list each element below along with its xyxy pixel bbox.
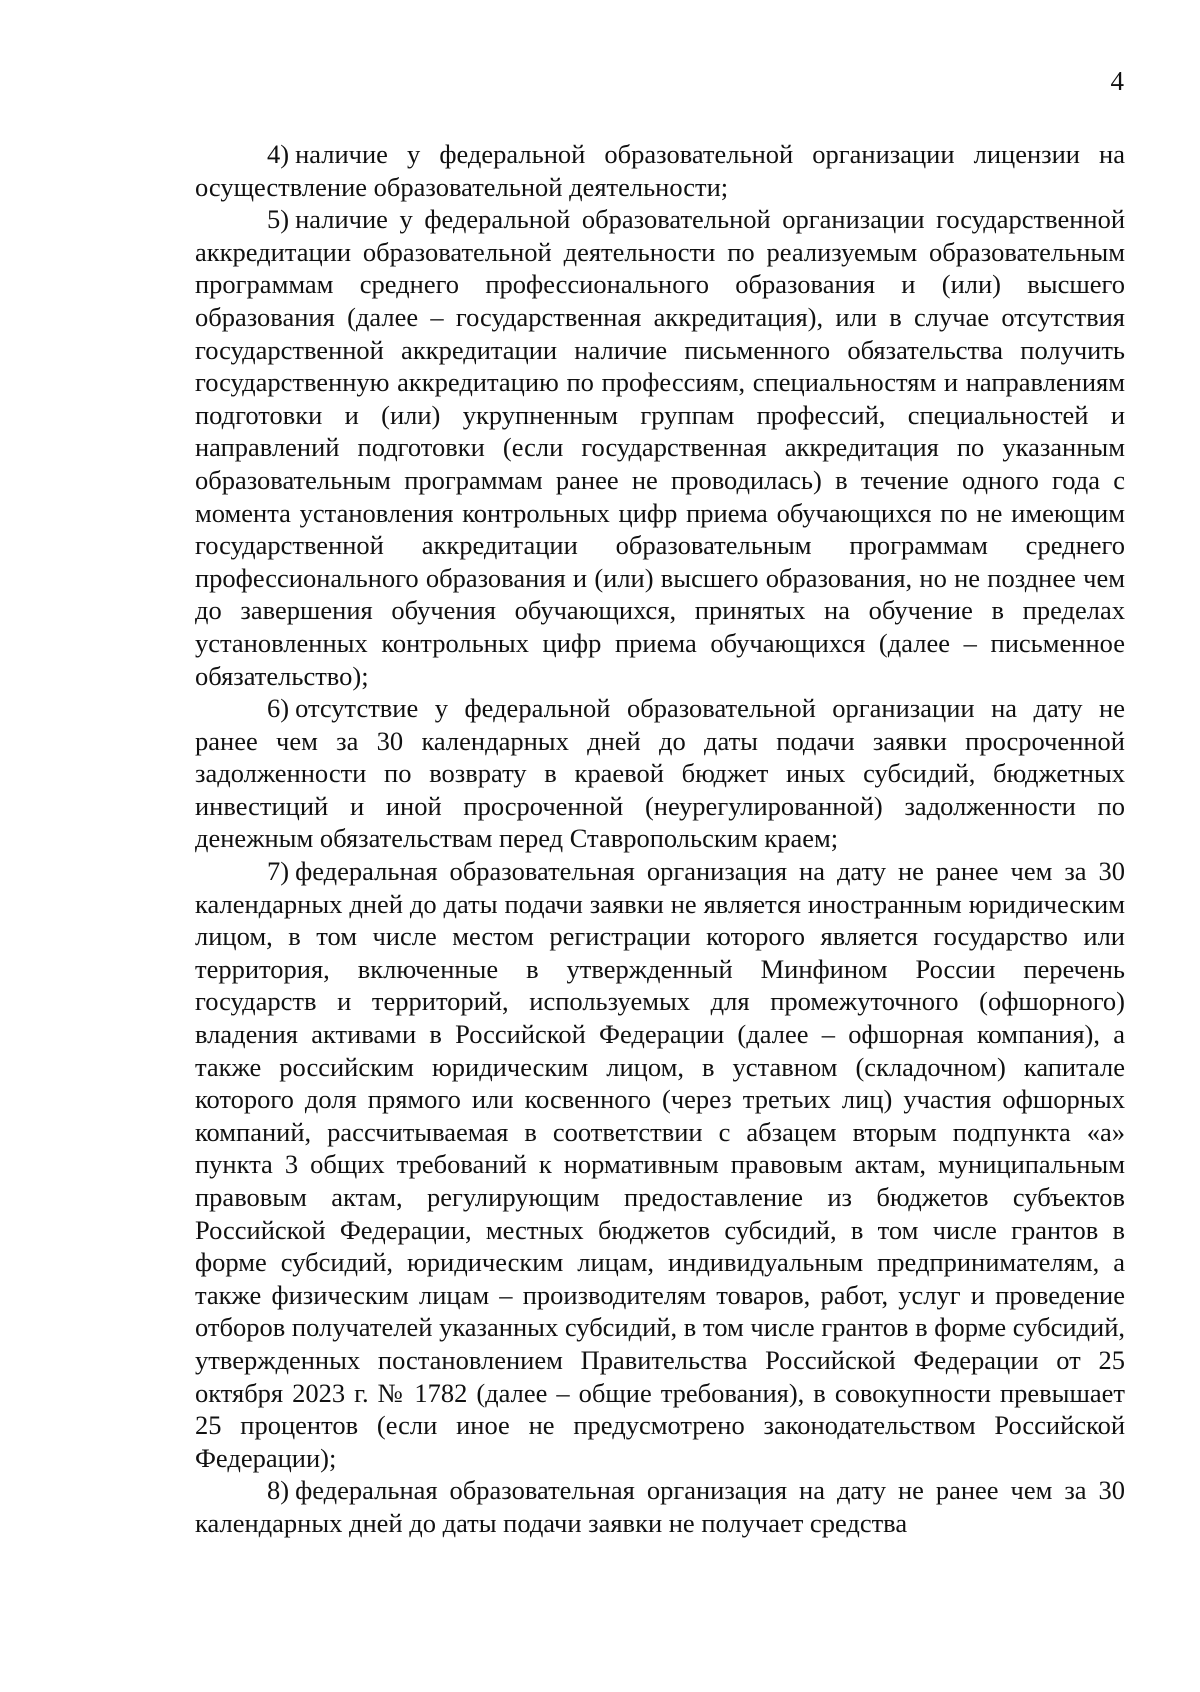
list-item	[195, 138, 1125, 203]
item-number: 4)	[267, 139, 290, 169]
item-text: наличие у федеральной образовательной организации лицензии на осуществление образовательной деятельности;	[195, 139, 1125, 202]
item-text: федеральная образовательная организация на дату не ранее чем за 30 календарных дней до даты подачи заявки не является иностранным юридическим лицом, в том числе местом регистрации которого является государство или территория, включенные в утвержденный Минфином России перечень государств и территорий, используемых для промежуточного (офшорного) владения активами в Российской Федерации (далее – офшорная компания), а также российским юридическим лицом, в уставном (складочном) капитале которого доля прямого или косвенного (через третьих лиц) участия офшорных компаний, рассчитываемая в соответствии с абзацем вторым подпункта «а» пункта 3 общих требований к нормативным правовым актам, муниципальным правовым актам, регулирующим предоставление из бюджетов субъектов Российской Федерации, местных бюджетов субсидий, в том числе грантов в форме субсидий, юридическим лицам, индивидуальным предпринимателям, а также физическим лицам – производителям товаров, работ, услуг и проведение отборов получателей указанных субсидий, в том числе грантов в форме субсидий, утвержденных постановлением Правительства Российской Федерации от 25 октября 2023 г. № 1782 (далее – общие требования), в совокупности превышает 25 процентов (если иное не предусмотрено законодательством Российской Федерации);	[195, 856, 1125, 1473]
item-text: наличие у федеральной образовательной организации государственной аккредитации образовательной деятельности по реализуемым образовательным программам среднего профессионального образования и (или) высшего образования (далее – государственная аккредитация), или в случае отсутствия государственной аккредитации наличие письменного обязательства получить государственную аккредитацию по профессиям, специальностям и направлениям подготовки и (или) укрупненным группам профессий, специальностей и направлений подготовки (если государственная аккредитация по указанным образовательным программам ранее не проводилась) в течение одного года с момента установления контрольных цифр приема обучающихся по не имеющим государственной аккредитации образовательным программам среднего профессионального образования и (или) высшего образования, но не позднее чем до завершения обучения обучающихся, принятых на обучение в пределах установленных контрольных цифр приема обучающихся (далее – письменное обязательство);	[195, 204, 1125, 691]
list-item	[195, 692, 1125, 855]
item-text: отсутствие у федеральной образовательной организации на дату не ранее чем за 30 календарных дней до даты подачи заявки просроченной задолженности по возврату в краевой бюджет иных субсидий, бюджетных инвестиций и иной просроченной (неурегулированной) задолженности по денежным обязательствам перед Ставропольским краем;	[195, 693, 1125, 854]
list-item	[195, 1474, 1125, 1539]
item-text: федеральная образовательная организация на дату не ранее чем за 30 календарных дней до даты подачи заявки не получает средства	[195, 1475, 1125, 1538]
list-item	[195, 855, 1125, 1474]
item-number: 5)	[267, 204, 290, 235]
item-number: 8)	[267, 1475, 290, 1506]
document-body	[195, 138, 1125, 1540]
list-item	[195, 203, 1125, 692]
item-number: 7)	[267, 856, 290, 887]
item-number: 6)	[267, 693, 290, 724]
page-number: 4	[1110, 66, 1124, 96]
